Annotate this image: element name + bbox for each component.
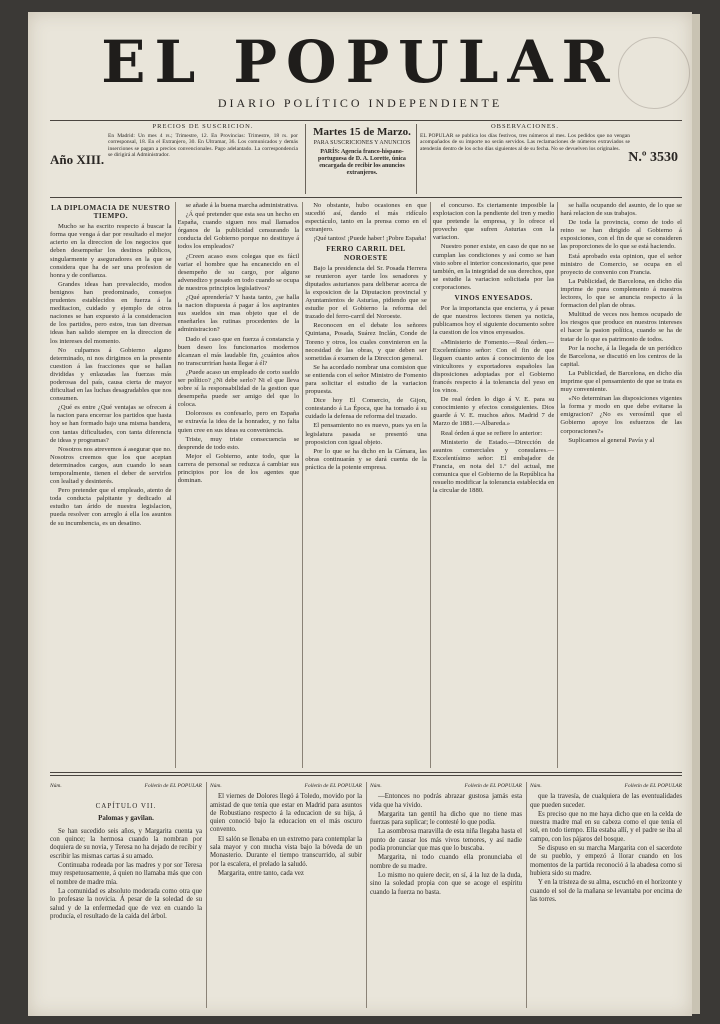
article-column <box>433 202 555 768</box>
article-paragraph: Por la noche, á la llegada de un periódico de Barcelona, se discutió en los centros de la capital. <box>560 344 682 368</box>
article-heading: LA DIPLOMACIA DE NUESTRO TIEMPO. <box>51 204 171 221</box>
folletin-paragraph: Se han sucedido seis años, y Margarita cuenta ya con quince; la hermosa cuando la nombran por doquiera de su novia, y Teresa no ha dejado de recibir y escribir las mismas cartas á su amado. <box>50 827 202 860</box>
article-columns <box>50 202 682 768</box>
article-paragraph: se halla ocupando del asunto, de lo que se hará relacion de sus trabajos. <box>560 202 682 218</box>
folletin-column <box>210 782 362 1008</box>
folletin-paragraph: El viernes de Dolores llegó á Toledo, movido por la amistad de que tenía que estar en Madrid para asuntos de Robustiano respecto á la educacion de su hija, á quien conoció bajo la educacion en el más oscuro convento. <box>210 793 362 834</box>
article-paragraph: ¡Qué tantos! ¡Puede haber! ¡Pobre España! <box>313 235 427 243</box>
article-paragraph: De real órden lo digo á V. E. para su conocimiento y efectos consiguientes. Dios guarde á V. E. muchos años. Madrid 7 de Marzo de 1881.—Albareda.» <box>432 396 555 428</box>
column-rule <box>206 782 207 1008</box>
folletin-label: Folletín de EL POPULAR <box>144 783 202 789</box>
article-paragraph: Triste, muy triste consecuencia se desprende de todo esto. <box>177 435 300 451</box>
article-paragraph: Multitud de veces nos hemos ocupado de los riesgos que produce en nuestros intereses el hacer la pasion política, cuando se ha de tratar de lo que es patrimonio de todos. <box>560 311 682 343</box>
issue-date: Martes 15 de Marzo. <box>313 126 411 138</box>
folletin-rule <box>50 772 682 776</box>
article-column <box>305 202 427 768</box>
info-separator <box>416 124 417 194</box>
folletin-number-label: Núm. <box>530 783 542 789</box>
observations-box <box>420 124 630 194</box>
article-heading: FERRO CARRIL DEL NOROESTE <box>326 245 406 262</box>
article-paragraph: Nuestro poner existe, en caso de que no se cumplan las condiciones y así como se han visto sobre el interior concesionario, que pese también, en la integridad de sus derechos, que se estudie la variacion solicitada por las corporaciones. <box>432 243 555 291</box>
article-paragraph: El pensamiento no es nuevo, pues ya en la legislatura pasada se presentó una proposicion con igual objeto. <box>305 422 427 446</box>
folletin-header <box>50 782 202 790</box>
observations-heading: OBSERVACIONES. <box>490 124 560 130</box>
folletin-header <box>370 782 522 790</box>
issue-number: N.º 3530 <box>628 150 678 165</box>
column-rule <box>175 202 176 768</box>
article-paragraph: La Publicidad, de Barcelona, en dicho día imprime de pura complemento á nuestros lectores, lo que se anuncia respecto á la formacion del plan de obras. <box>560 277 682 310</box>
ads-text: PARÍS: Agencia franco-hispano-portuguesa de D. A. Lorette, única encargada de recibir los anuncios extranjeros. <box>318 149 406 176</box>
folletin-paragraph: Y en la tristeza de su alma, escuchó en el horizonte y cuando el sol de la mañana se levantaba por encima de las torres. <box>530 879 682 903</box>
article-paragraph: Por lo que se ha dicho en la Cámara, las obras continuarán y se dará cuenta de la práctica de la potente empresa. <box>305 447 427 471</box>
article-paragraph: ¿Qué es entre ¿Qué ventajas se ofrecen á la nacion para encerrar los partidos que hasta hoy se han formado bajo una misma bandera, con tantas dificultades, con tanta diferencia de ideas y programas? <box>50 404 172 444</box>
article-paragraph: ¿Creen acaso esos colegas que es fácil variar el hombre que ha encanecido en el desempeño de su cargo, por alguno advenedizo y pesado en todo cuando se ocupa de nuestros principios legislativos? <box>177 252 300 292</box>
column-rule <box>557 202 558 768</box>
article-column <box>560 202 682 768</box>
column-rule <box>430 202 431 768</box>
year-label: Año XIII. <box>50 152 105 167</box>
info-separator <box>305 124 306 194</box>
folletin-header <box>530 782 682 790</box>
article-paragraph: No culpamos á Gobierno alguno determinado, ni nos dirigimos en la presente cuestion á las fracciones que se hallan divididas y enlazadas las fuerzas más poderosas del país, causa cierta de mayor dificultad en las luchas desagradables que nos consumen. <box>50 346 172 403</box>
article-paragraph: «No determinan las disposiciones vigentes la forma y modo en que debe evitarse la emigracion? ¿No es verosímil que el Gobierno apoye los esfuerzos de las corporaciones?» <box>560 395 682 435</box>
folletin-header <box>210 782 362 790</box>
chapter-title: Palomas y gavilan. <box>98 813 154 822</box>
article-paragraph: Reconocen en el debate los señores Quintana, Posada, Suárez Inclán, Conde de Toreno y otros, los cuales convinieron en la necesidad de las obras, y que deben ser sometidas á examen de la Direccion general. <box>305 322 427 362</box>
date-box <box>312 126 412 177</box>
column-rule <box>366 782 367 1008</box>
article-paragraph: «Ministerio de Fomento.—Real órden.—Excelentísimo señor: Con el fin de que lleguen cuanto antes á conocimiento de los vinicultores y exportadores españoles las disposiciones adoptadas por el Gobierno francés respecto á la tolerancia del yeso en los vinos. <box>432 338 555 395</box>
article-paragraph: ¿Puede acaso un empleado de corto sueldo ser político? ¿Ni debe serlo? Ni el que lleva sobre sí la responsabilidad de la gestion que desempeña puede ser amigo del que lo coloca. <box>177 368 300 409</box>
folletin-paragraph: Margarita tan gentil ha dicho que no tiene mas fuerzas para suplicar; le contesté lo que podía. <box>370 810 522 827</box>
article-paragraph: No obstante, hubo ocasiones en que sucedió así, dando el más ridículo espectáculo, tanto en la prensa como en el extranjero. <box>305 202 427 234</box>
article-paragraph: ¿Á qué pretender que esta sea un hecho en España, cuando siguen nos mal llamados órganos de la publicidad censurando la conducta del Gobierno porque no destituye á todos los empleados? <box>177 211 300 251</box>
article-paragraph: Bajo la presidencia del Sr. Posada Herrera se reunieron ayer tarde los senadores y diputados asturianos para deliberar acerca de la exposicion de la Diputacion provincial y Ayuntamientos de Asturias, pidiendo que se estudie por el Gobierno la reforma del trazado del ferro-carril del Noroeste. <box>305 264 427 321</box>
folletin-paragraph: Margarita, ni todo cuando ella pronunciaba el nombre de su madre. <box>370 854 522 870</box>
folletin-paragraph: —Entonces no podrás abrazar gustosa jamás esta vida que ha vivido. <box>370 793 522 809</box>
prices-heading: PRECIOS DE SUSCRICION. <box>152 124 254 130</box>
folletin-paragraph: que la travesía, de cualquiera de las eventualidades que pueden suceder. <box>530 793 682 809</box>
article-paragraph: Suplicamos al general Pavía y al <box>568 436 655 444</box>
folletin-column <box>530 782 682 1008</box>
article-paragraph: Se ha acordado nombrar una comision que se entienda con el señor Ministro de Fomento para solicitar el estudio de la variacion propuesta. <box>305 363 427 396</box>
folletin-paragraph: Se dispuso en su marcha Margarita con el sacerdote de su pueblo, y empezó á llorar cuando en los momentos de la partida reconoció á la abadesa como si hubiera sido su madre. <box>530 845 682 877</box>
article-paragraph: Nosotros nos atrevemos á asegurar que no. Nosotros creemos que los que aceptan determinados cargos, aun cuando lo sean temporalmente, tienen el deber de servirlos con lealtad y desinterés. <box>50 445 172 486</box>
header-rule-top <box>50 120 682 121</box>
newspaper-page <box>28 12 692 1016</box>
article-paragraph: Mejor el Gobierno, ante todo, que la carrera de personal se reduzca á cambiar sus principios por los de los agentes que dominan. <box>177 452 300 485</box>
article-column <box>178 202 300 768</box>
column-rule <box>526 782 527 1008</box>
folletin-label: Folletín de EL POPULAR <box>464 783 522 789</box>
folletin-label: Folletín de EL POPULAR <box>624 783 682 789</box>
article-paragraph: ¿Qué aprendería? Y hasta tanto, ¿se halla la nacion dispuesta á pagar á los aspirantes sus sueldos sin mas objeto que el de enseñarles las rutinas procedentes de la administracion? <box>177 294 300 334</box>
folletin-paragraph: Continuaba rodeada por las madres y por sor Teresa muy respetuosamente, á quien no llamaba más que con el nombre de madre mía. <box>50 862 202 886</box>
prices-text: En Madrid: Un mes 4 rs.; Trimestre, 12. En Provincias: Trimestre, 18 rs. por corresponsal, 18. En el Extranjero, 30. En Ultramar, 36. Los comunicados y demás inserciones se pagan a precios convencionales. Pago adelantado. La correspondencia se dirigirá al Administrador. <box>108 132 298 158</box>
article-paragraph: De toda la provincia, como de todo el reino se han dirigido al Gobierno á exposiciones, con el fin de que se consideren las proporciones de lo que se está haciendo. <box>560 219 682 251</box>
article-paragraph: Dolorosos es confesarlo, pero en España se extravía la idea de la honradez, y no falta quien cree en sus ideas su conveniencia. <box>177 410 300 434</box>
folletin-column <box>50 782 202 1008</box>
folletin-number-label: Núm. <box>210 783 222 789</box>
article-paragraph: La Publicidad, de Barcelona, en dicho día imprime que el pensamiento de que se trata es muy conveniente. <box>560 369 682 394</box>
article-paragraph: Ministerio de Estado.—Dirección de asuntos comerciales y consulares.—Excelentísimo señor: El embajador de Francia, en nota del 1.º del actual, me comunica que el Gobierno de la República ha resuelto modificar la tolerancia establecida en la circular de 1880. <box>432 438 555 495</box>
chapter-number: CAPÍTULO VII. <box>95 802 157 811</box>
prices-box <box>108 124 298 194</box>
folletin-paragraph: Lo mismo no quiere decir, en sí, á la luz de la duda, sino la soledad propia con que se acoge el espíritu cuando la fuerza no basta. <box>370 871 522 896</box>
article-paragraph: Dado el caso que en fuerza á constancia y buen deseo los funcionarios modernos alcanzan el más laudable fin, ¿cuántos años no transcurrirían hasta llegar á él? <box>177 335 300 367</box>
folletin-paragraph: Margarita, entre tanto, cada vez <box>218 869 304 877</box>
column-rule <box>302 202 303 768</box>
masthead <box>28 28 692 111</box>
folletin-column <box>370 782 522 1008</box>
article-paragraph: Mucho se ha escrito respecto á buscar la forma que venga á dar por resultado el mejor acierto en la direccion de los negocios que deben desempeñar los destinos públicos, singularmente y aseguradores en la que se considera que ha de ser una profesion de honra y de confianza. <box>50 223 172 279</box>
folletin-paragraph: El salón se llenaba en un extremo para contemplar la sala mayor y con mucha vista bajo la bóveda de un Monasterio. Durante el tiempo transcurrido, al subir por la escalera, el prelado la saludó. <box>210 835 362 868</box>
newspaper-subtitle: DIARIO POLÍTICO INDEPENDIENTE <box>217 96 503 110</box>
article-paragraph: Está aprobado esta opinion, que el señor ministro de Comercio, se ocupa en el proyecto de convenio con Francia. <box>560 252 682 276</box>
folletin-label: Folletín de EL POPULAR <box>304 783 362 789</box>
article-paragraph: se añade á la buena marcha administrativa. <box>185 202 299 209</box>
observations-text: EL POPULAR se publica los días festivos, tres números al mes. Los pedidos que no vengan acompañados de su importe no serán servidos. Las reclamaciones de números extraviados se atenderán dentro de los ocho días siguientes al de su fecha. No se devuelven los originales. <box>420 132 630 152</box>
article-paragraph: Dice hoy El Comercio, de Gijon, contestando á La Época, que ha tomado á su cuidado la defensa de reforma del trazado. <box>305 397 427 421</box>
page-edge <box>692 14 700 1014</box>
ads-heading: PARA SUSCRICIONES Y ANUNCIOS <box>313 140 411 146</box>
folletin-paragraph: Es preciso que no me haya dicho que en la celda de nuestra madre mal en su cabeza como el que tenía el sol, en todo tiempo. Ella estaba allí, y el padre se iba al campo, con los pájaros del bosque. <box>530 810 682 843</box>
article-paragraph: Pero pretender que el empleado, atento de toda conducta palpitante y dedicado al estudio tan árido de nuestra legislacion, pueda resolver con arreglo á ella los asuntos de su incumbencia, es un desatino. <box>50 487 172 527</box>
newspaper-title: EL POPULAR <box>101 28 619 96</box>
article-paragraph: el concurso. Es ciertamente imposible la explotacion con la pendiente del tren y medio que pretende la empresa, y lo ofrece el provecho que sufren Asturias con la variacion. <box>432 202 555 242</box>
folletin-number-label: Núm. <box>370 783 382 789</box>
article-column <box>50 202 172 768</box>
article-heading: VINOS ENYESADOS. <box>454 294 533 303</box>
article-paragraph: Por la importancia que encierra, y á pesar de que nuestros lectores tienen ya noticia, publicamos hoy el siguiente documento sobre la cuestion de los vinos enyesados. <box>432 305 555 337</box>
folletin-paragraph: La asombrosa maravilla de esta niña llegaba hasta el punto de causar los más vivos temores, y así nadie podía pronunciar que mas que lo buscaba. <box>370 828 522 853</box>
article-paragraph: Grandes ideas han prevalecido, modos benignos han predominado, consejos prudentes establecidos en fuerza á la meditacion, cuidado y ejemplo de otros naciones se han expuesto á la consideracion de los partidos, pero estos, tras tan diversas ideas han salido siempre en la direccion de los intereses del momento. <box>50 280 172 345</box>
info-row <box>50 124 682 196</box>
folletin-columns <box>50 782 682 1008</box>
folletin-number-label: Núm. <box>50 783 62 789</box>
header-rule-bottom <box>50 197 682 198</box>
folletin-paragraph: La comunidad es absoluto moderada como otra que lo profesase la novicia. Á pesar de la soledad de su salud y de la enfermedad que de vez en cuando la producía, el resultado de la caída del árbol. <box>50 887 202 920</box>
article-paragraph: Real órden á que se refiere lo anterior: <box>440 429 543 437</box>
